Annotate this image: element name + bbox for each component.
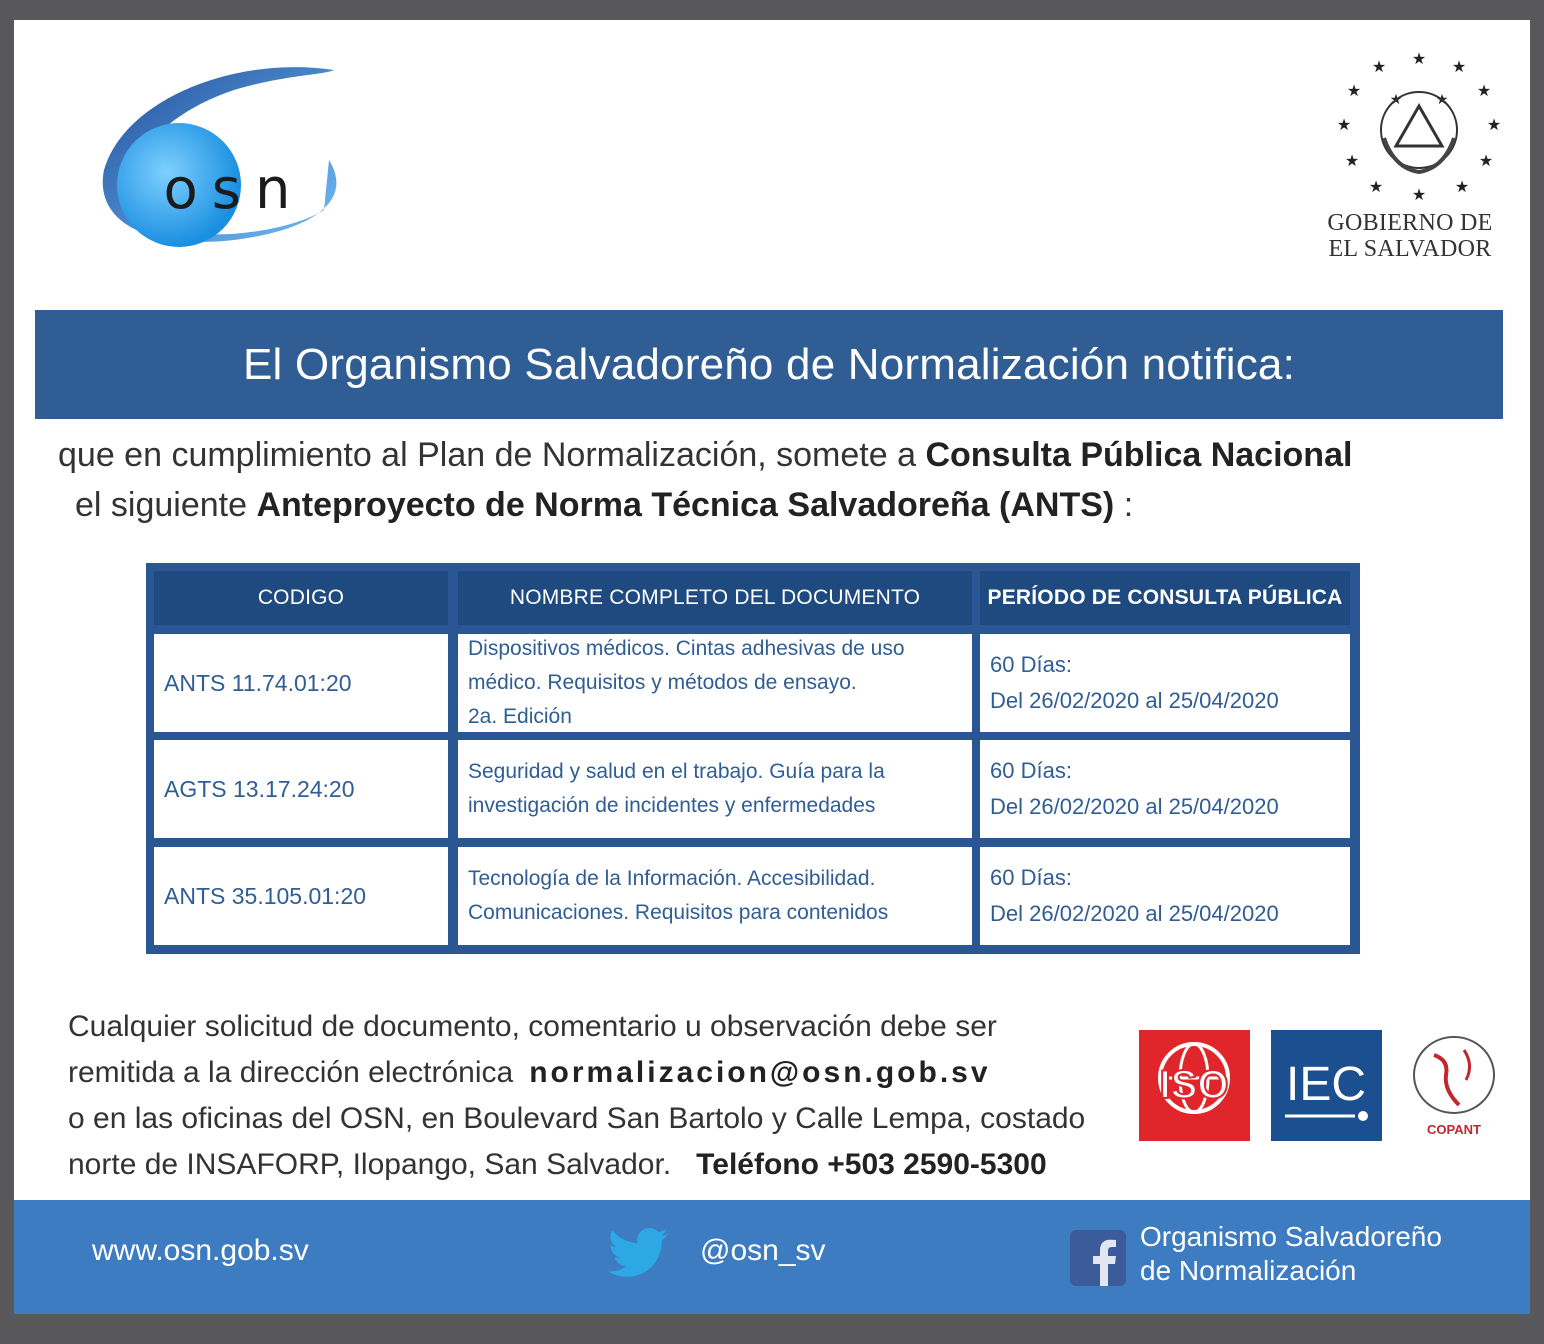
- intro-line2-prefix: el siguiente: [75, 486, 257, 524]
- intro-text: [58, 430, 1508, 530]
- table-row-2-code: AGTS 13.17.24:20: [154, 740, 448, 838]
- table-row-3-code: ANTS 35.105.01:20: [154, 847, 448, 945]
- gobierno-line1: GOBIERNO DE: [1327, 210, 1493, 236]
- contact-email-link[interactable]: normalizacion@osn.gob.sv: [529, 1056, 991, 1089]
- osn-logo: [84, 60, 384, 270]
- header-periodo: PERÍODO DE CONSULTA PÚBLICA: [980, 571, 1350, 625]
- copant-logo-text: COPANT: [1427, 1122, 1481, 1137]
- svg-text:★: ★: [1476, 83, 1492, 100]
- gobierno-text: [1300, 210, 1520, 262]
- contact-line2-prefix: remitida a la dirección electrónica: [68, 1056, 514, 1089]
- facebook-line2: de Normalización: [1140, 1255, 1357, 1286]
- header-nombre: NOMBRE COMPLETO DEL DOCUMENTO: [458, 571, 972, 625]
- table-row-1-period: [980, 634, 1350, 732]
- svg-text:★: ★: [1454, 179, 1470, 196]
- footer-twitter-handle[interactable]: @osn_sv: [700, 1234, 826, 1267]
- iec-logo: [1271, 1030, 1382, 1141]
- svg-text:★: ★: [1486, 117, 1502, 134]
- contact-info: [68, 1004, 1128, 1188]
- svg-text:★: ★: [1389, 91, 1403, 107]
- iso-logo-text: ISO: [1159, 1063, 1229, 1107]
- table-row-1-name: [458, 634, 972, 732]
- footer-website-link[interactable]: www.osn.gob.sv: [92, 1234, 309, 1267]
- row-3-period-line1: 60 Días:: [990, 865, 1072, 890]
- row-1-name-line3: 2a. Edición: [468, 705, 572, 728]
- osn-logo-text: osn: [163, 157, 305, 222]
- row-3-period-line2: Del 26/02/2020 al 25/04/2020: [990, 901, 1279, 926]
- svg-text:★: ★: [1346, 83, 1362, 100]
- intro-line2-suffix: :: [1114, 486, 1134, 524]
- svg-text:★: ★: [1478, 153, 1494, 170]
- intro-line1-bold: Consulta Pública Nacional: [925, 436, 1353, 474]
- contact-line1: Cualquier solicitud de documento, comentario u observación debe ser: [68, 1010, 997, 1043]
- intro-line1-prefix: que en cumplimiento al Plan de Normalización, somete a: [58, 436, 926, 474]
- gobierno-line2: EL SALVADOR: [1328, 236, 1492, 262]
- iec-logo-text: IEC: [1285, 1058, 1367, 1111]
- svg-text:★: ★: [1451, 59, 1467, 76]
- footer-facebook-page[interactable]: [1140, 1220, 1442, 1288]
- row-2-name-line2: investigación de incidentes y enfermedades: [468, 794, 876, 817]
- facebook-icon[interactable]: [1070, 1230, 1126, 1286]
- header-codigo: CODIGO: [154, 571, 448, 625]
- table-row-3-period: [980, 847, 1350, 945]
- standards-table: [146, 563, 1360, 954]
- facebook-line1: Organismo Salvadoreño: [1140, 1221, 1442, 1252]
- table-row-1-code: ANTS 11.74.01:20: [154, 634, 448, 732]
- row-1-name-line1: Dispositivos médicos. Cintas adhesivas de uso: [468, 637, 905, 660]
- table-row-3-name: [458, 847, 972, 945]
- row-1-name-line2: médico. Requisitos y métodos de ensayo.: [468, 671, 857, 694]
- row-3-name-line2: Comunicaciones. Requisitos para contenidos: [468, 901, 889, 924]
- row-2-period-line2: Del 26/02/2020 al 25/04/2020: [990, 794, 1279, 819]
- notice-card: [14, 20, 1530, 1314]
- svg-text:★: ★: [1371, 59, 1387, 76]
- table-row-2-period: [980, 740, 1350, 838]
- contact-line4-prefix: norte de INSAFORP, Ilopango, San Salvador.: [68, 1148, 672, 1181]
- notice-banner: El Organismo Salvadoreño de Normalización notifica:: [35, 310, 1503, 419]
- row-2-name-line1: Seguridad y salud en el trabajo. Guía para la: [468, 760, 885, 783]
- iso-logo: [1139, 1030, 1250, 1141]
- intro-line2-bold: Anteproyecto de Norma Técnica Salvadoreña (ANTS): [256, 486, 1115, 524]
- svg-text:★: ★: [1336, 117, 1352, 134]
- svg-text:★: ★: [1411, 51, 1427, 68]
- copant-logo: [1404, 1030, 1504, 1141]
- table-row-2-name: [458, 740, 972, 838]
- svg-text:★: ★: [1411, 187, 1427, 204]
- svg-text:★: ★: [1435, 91, 1449, 107]
- svg-text:★: ★: [1344, 153, 1360, 170]
- row-1-period-line2: Del 26/02/2020 al 25/04/2020: [990, 688, 1279, 713]
- contact-line3: o en las oficinas del OSN, en Boulevard San Bartolo y Calle Lempa, costado: [68, 1102, 1086, 1135]
- footer: [14, 1200, 1530, 1314]
- row-2-period-line1: 60 Días:: [990, 758, 1072, 783]
- row-1-period-line1: 60 Días:: [990, 652, 1072, 677]
- contact-phone: Teléfono +503 2590-5300: [696, 1148, 1047, 1181]
- svg-text:★: ★: [1368, 179, 1384, 196]
- twitter-icon[interactable]: [606, 1226, 670, 1282]
- row-3-name-line1: Tecnología de la Información. Accesibilidad.: [468, 867, 876, 890]
